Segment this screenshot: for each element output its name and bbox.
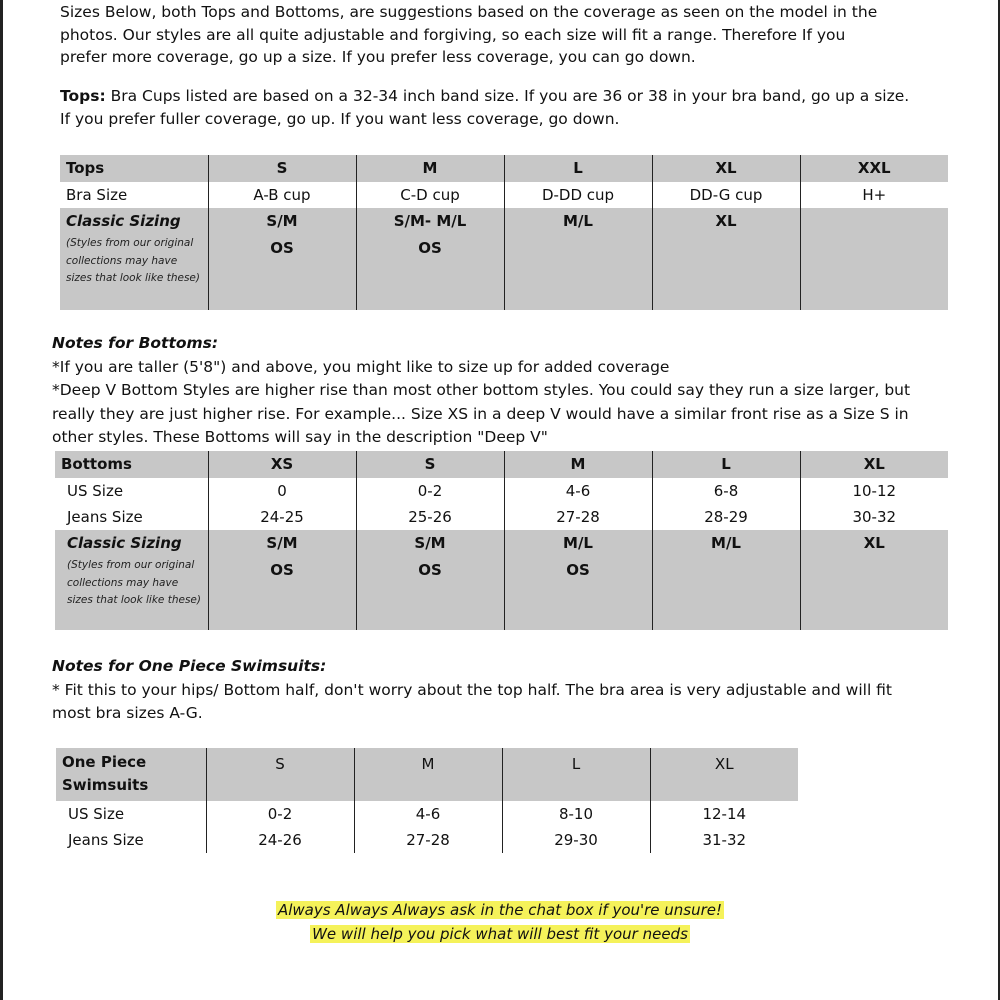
row-label: US Size — [68, 805, 125, 823]
table-cell: M/L — [711, 534, 741, 552]
table-cell: XL — [715, 212, 737, 230]
header-cell: XXL — [800, 155, 948, 182]
table-cell: A-B cup — [208, 182, 356, 208]
tops-line: Bra Cups listed are based on a 32-34 inch band size. If you are 36 or 38 in your bra band, go up a size. — [105, 87, 910, 105]
notes-line: really they are just higher rise. For example... Size XS in a deep V would have a similar front rise as a Size S in — [52, 404, 909, 423]
notes-line: *Deep V Bottom Styles are higher rise than most other bottom styles. You could say they run a size larger, but — [52, 381, 911, 399]
table-cell: 24-26 — [206, 827, 354, 853]
row-label: Jeans Size — [68, 831, 144, 849]
header-cell: M — [504, 451, 652, 478]
table-cell: 8-10 — [502, 801, 650, 827]
header-cell: L — [502, 748, 650, 801]
onepiece-notes — [52, 655, 952, 726]
table-cell: 4-6 — [504, 478, 652, 504]
header-cell: XL — [650, 748, 798, 801]
bottoms-notes — [52, 332, 952, 450]
table-cell — [807, 235, 943, 262]
table-cell: 10-12 — [800, 478, 948, 504]
notes-line: most bra sizes A-G. — [52, 704, 203, 722]
table-cell: 25-26 — [356, 504, 504, 530]
notes-line: other styles. These Bottoms will say in the description "Deep V" — [52, 428, 548, 446]
table-header-row — [60, 155, 948, 182]
table-row — [56, 827, 798, 853]
table-cell: OS — [270, 239, 294, 257]
table-cell: 27-28 — [504, 504, 652, 530]
page-left-border — [0, 0, 3, 1000]
classic-sizing-note: (Styles from our original collections may have sizes that look like these) — [66, 237, 200, 284]
header-cell: M — [356, 155, 504, 182]
table-cell — [807, 557, 943, 584]
table-cell: OS — [418, 239, 442, 257]
tops-label: Tops: — [60, 87, 106, 105]
table-header-row — [56, 748, 798, 801]
table-cell: S/M — [414, 534, 446, 552]
table-cell — [807, 208, 943, 235]
table-cell: 31-32 — [650, 827, 798, 853]
header-cell: S — [208, 155, 356, 182]
classic-sizing-note: (Styles from our original collections may have sizes that look like these) — [67, 559, 201, 606]
tops-paragraph — [60, 85, 950, 130]
notes-line: *If you are taller (5'8") and above, you might like to size up for added coverage — [52, 357, 670, 376]
table-cell: S/M — [266, 212, 298, 230]
table-cell: 28-29 — [652, 504, 800, 530]
table-row — [55, 478, 948, 504]
tops-size-table — [60, 155, 948, 310]
table-cell: 12-14 — [650, 801, 798, 827]
table-cell: 0-2 — [206, 801, 354, 827]
table-header-row — [55, 451, 948, 478]
table-cell — [659, 235, 794, 262]
table-cell: DD-G cup — [652, 182, 800, 208]
bottoms-notes-title: Notes for Bottoms: — [52, 334, 219, 352]
classic-sizing-label: Classic Sizing — [66, 212, 181, 230]
table-cell — [659, 557, 794, 584]
table-cell: M/L — [563, 212, 593, 230]
header-cell: L — [504, 155, 652, 182]
table-row — [56, 801, 798, 827]
table-cell: M/L — [563, 534, 593, 552]
chat-help-note — [0, 898, 1000, 946]
onepiece-size-table — [56, 748, 798, 853]
header-cell: XL — [652, 155, 800, 182]
table-cell: OS — [418, 561, 442, 579]
table-cell: 0-2 — [356, 478, 504, 504]
table-cell: OS — [566, 561, 590, 579]
table-cell: 27-28 — [354, 827, 502, 853]
classic-sizing-row — [60, 208, 948, 310]
table-cell: 4-6 — [354, 801, 502, 827]
table-row — [60, 182, 948, 208]
intro-paragraph — [60, 1, 950, 69]
row-label: Jeans Size — [67, 508, 143, 526]
table-cell: S/M- M/L — [393, 212, 467, 230]
table-cell: 29-30 — [502, 827, 650, 853]
header-cell: M — [354, 748, 502, 801]
header-cell: S — [206, 748, 354, 801]
highlight-line: We will help you pick what will best fit your needs — [312, 925, 688, 943]
table-cell: D-DD cup — [504, 182, 652, 208]
header-cell: Bottoms — [55, 451, 208, 478]
table-cell: S/M — [266, 534, 298, 552]
onepiece-notes-title: Notes for One Piece Swimsuits: — [52, 657, 327, 675]
table-cell: C-D cup — [356, 182, 504, 208]
row-label: Bra Size — [66, 186, 128, 204]
header-cell: One Piece Swimsuits — [56, 748, 206, 801]
row-label: US Size — [67, 482, 124, 500]
intro-line: photos. Our styles are all quite adjustable and forgiving, so each size will fit a range. Therefore If you — [60, 25, 846, 44]
header-cell: Tops — [60, 155, 208, 182]
table-cell: OS — [270, 561, 294, 579]
notes-line: * Fit this to your hips/ Bottom half, don't worry about the top half. The bra area is very adjustable and will fit — [52, 680, 893, 699]
table-cell — [511, 235, 646, 262]
table-cell: 30-32 — [800, 504, 948, 530]
intro-line: Sizes Below, both Tops and Bottoms, are suggestions based on the coverage as seen on the model in the — [60, 3, 878, 21]
header-cell: L — [652, 451, 800, 478]
table-cell: 24-25 — [208, 504, 356, 530]
highlight-line: Always Always Always ask in the chat box if you're unsure! — [277, 901, 723, 919]
header-cell: XS — [208, 451, 356, 478]
header-cell: XL — [800, 451, 948, 478]
table-cell: H+ — [800, 182, 948, 208]
table-cell: 6-8 — [652, 478, 800, 504]
table-cell: XL — [863, 534, 885, 552]
bottoms-size-table — [55, 451, 948, 630]
header-cell: S — [356, 451, 504, 478]
classic-sizing-label: Classic Sizing — [67, 534, 182, 552]
classic-sizing-row — [55, 530, 948, 630]
table-row — [55, 504, 948, 530]
tops-line: If you prefer fuller coverage, go up. If you want less coverage, go down. — [60, 109, 620, 128]
table-cell: 0 — [208, 478, 356, 504]
intro-line: prefer more coverage, go up a size. If you prefer less coverage, you can go down. — [60, 48, 696, 66]
